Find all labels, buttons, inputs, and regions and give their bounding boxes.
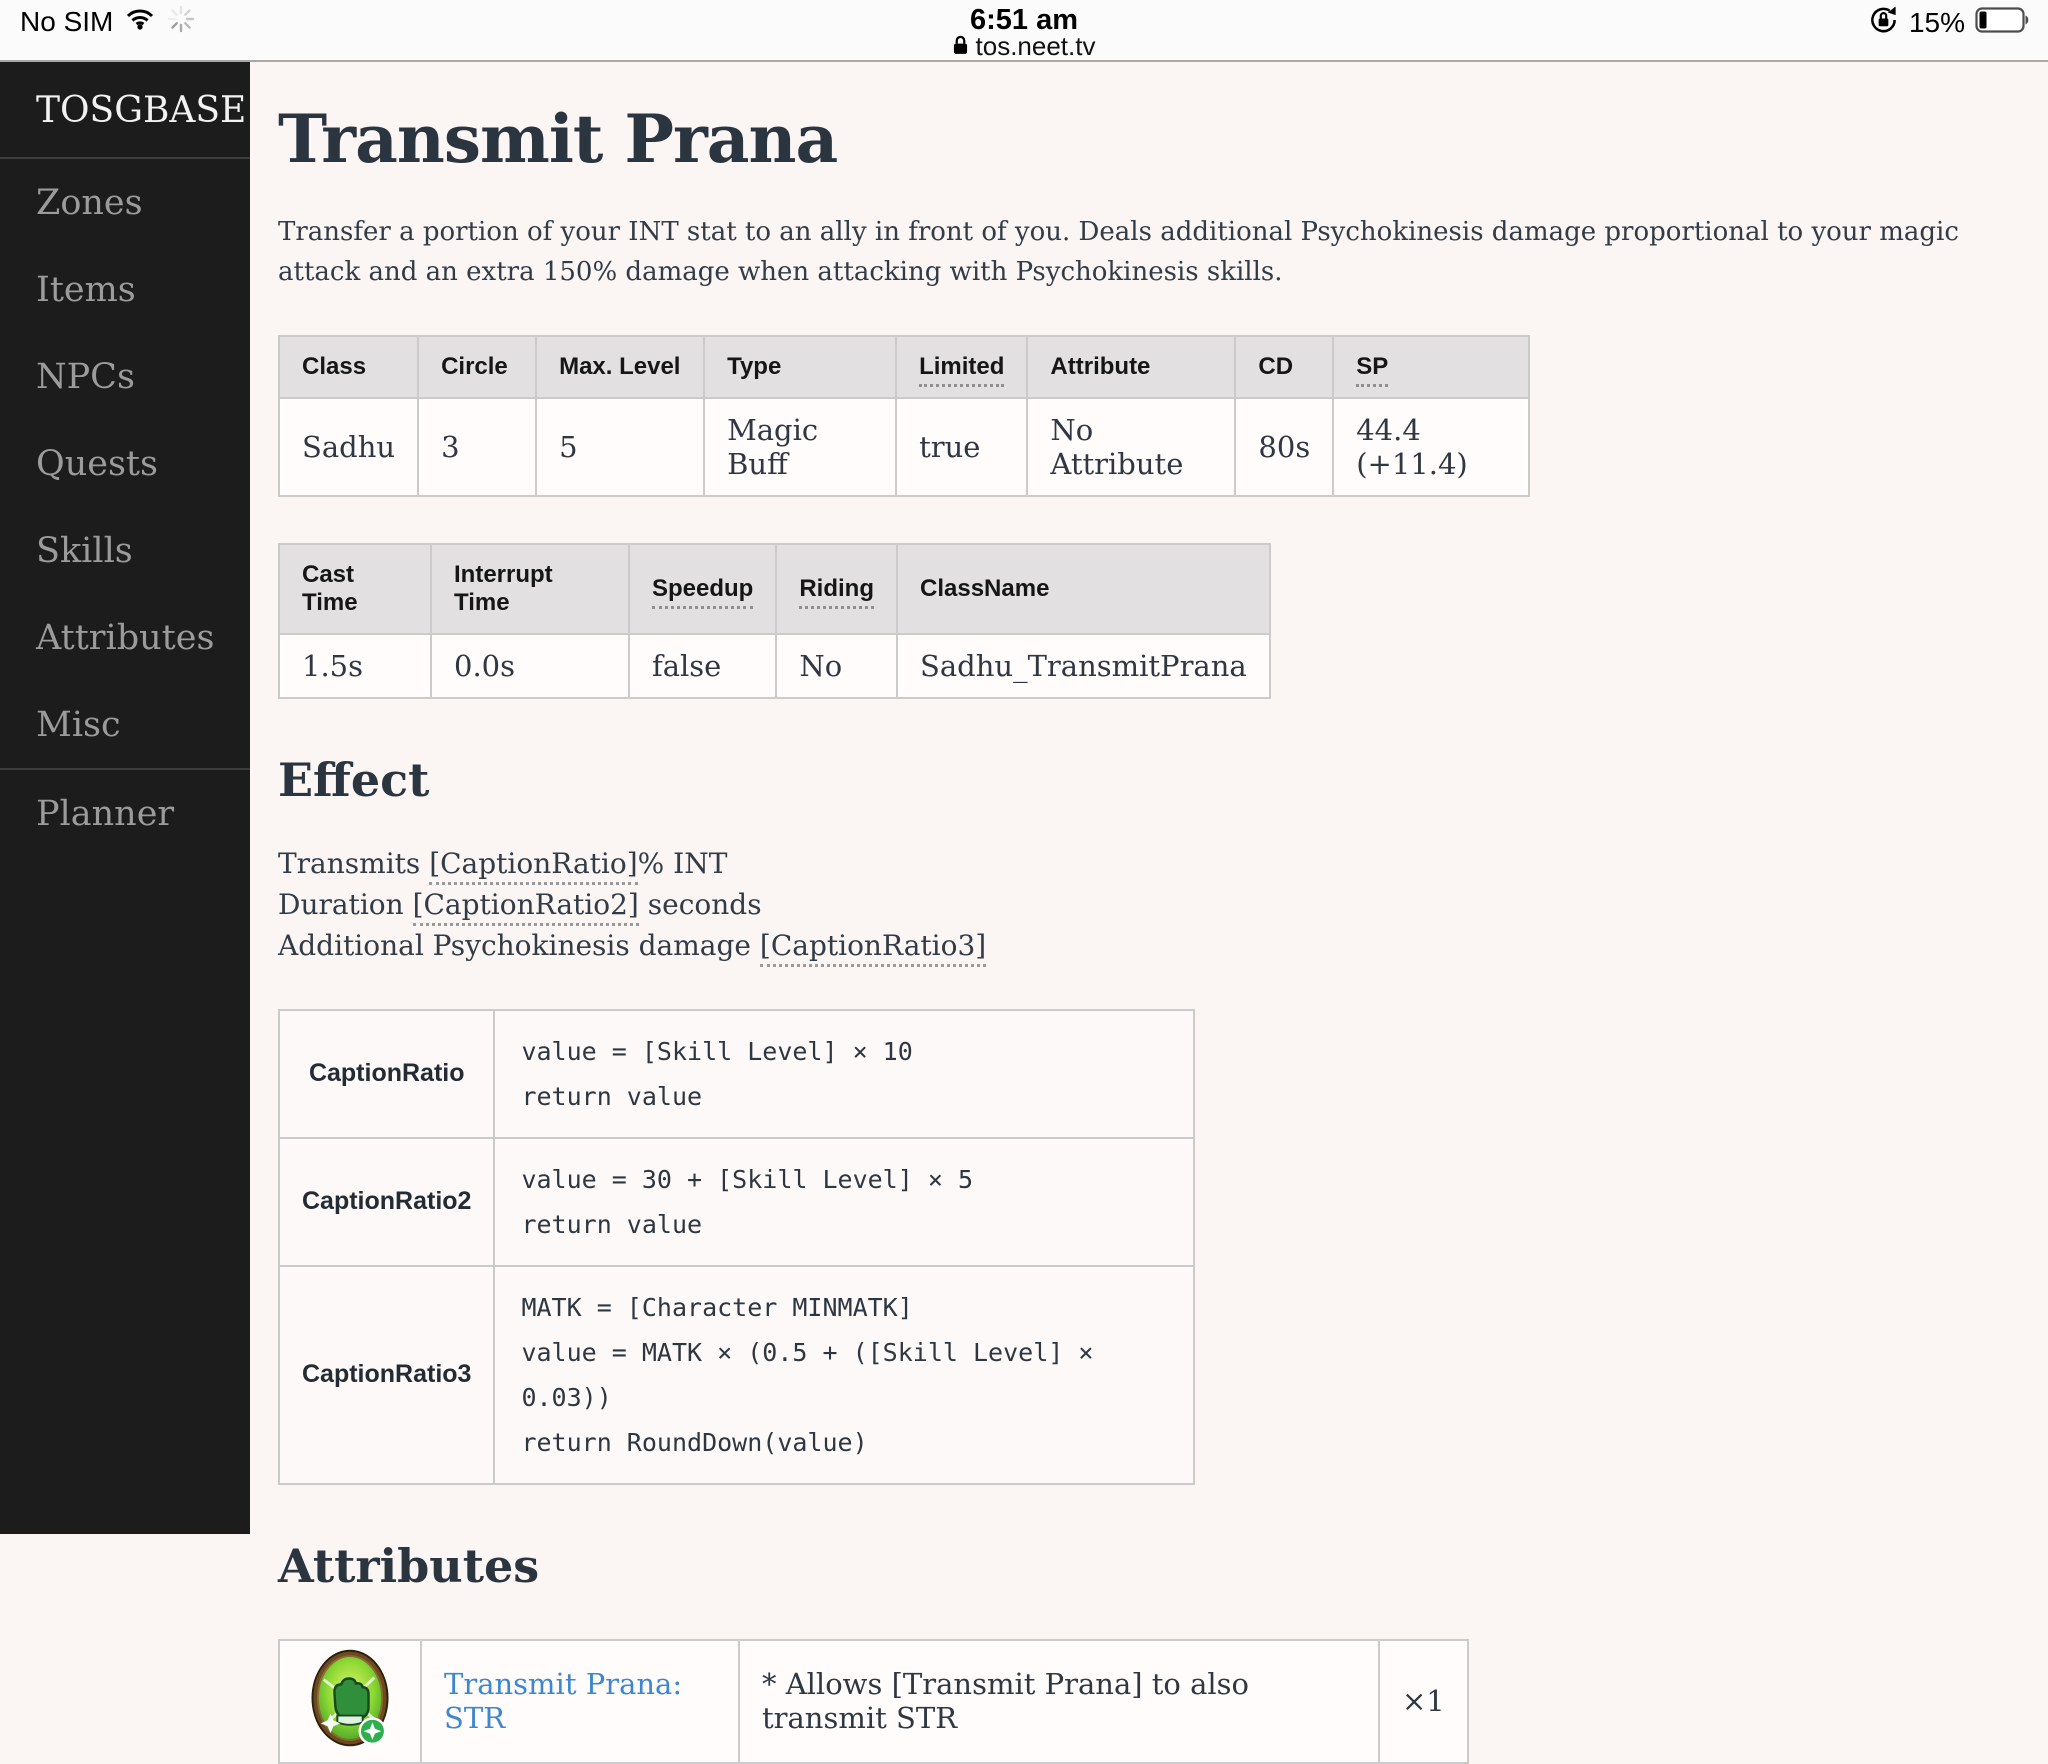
column-header-speedup: Speedup xyxy=(629,544,776,634)
clock-label: 6:51 am xyxy=(969,4,1079,36)
cell-classname: Sadhu_TransmitPrana xyxy=(897,634,1270,698)
formula-code: value = 30 + [Skill Level] × 5 return value xyxy=(494,1138,1194,1266)
sidebar-item-items[interactable]: Items xyxy=(36,269,136,310)
caption-ratio3-ref: [CaptionRatio3] xyxy=(760,929,986,967)
skill-info-table xyxy=(278,335,1530,497)
sidebar-item-npcs[interactable]: NPCs xyxy=(36,356,135,397)
formula-name: CaptionRatio3 xyxy=(279,1266,494,1484)
effect-description xyxy=(278,843,2048,967)
column-header-circle: Circle xyxy=(418,336,536,398)
column-header-cast-time: Cast Time xyxy=(279,544,431,634)
column-header-attribute: Attribute xyxy=(1027,336,1235,398)
attributes-heading: Attributes xyxy=(278,1538,540,1593)
sidebar-item-misc[interactable]: Misc xyxy=(36,704,121,745)
cell-speedup: false xyxy=(629,634,776,698)
lock-icon xyxy=(953,34,968,60)
formula-code: MATK = [Character MINMATK] value = MATK × (0.5 + ([Skill Level] × 0.03)) return RoundDown(value) xyxy=(494,1266,1194,1484)
attributes-table xyxy=(278,1639,1469,1764)
formula-name: CaptionRatio xyxy=(279,1010,494,1138)
column-header-limited: Limited xyxy=(896,336,1027,398)
formula-row xyxy=(279,1138,1194,1266)
effect-line: Transmits [CaptionRatio]% INT xyxy=(278,843,2048,884)
cell-attribute: No Attribute xyxy=(1027,398,1235,496)
table-row xyxy=(279,634,1270,698)
attribute-count-cell: ×1 xyxy=(1379,1640,1468,1763)
column-header-cd: CD xyxy=(1235,336,1333,398)
cell-cd: 80s xyxy=(1235,398,1333,496)
caption-ratio2-ref: [CaptionRatio2] xyxy=(413,888,639,926)
column-header-max-level: Max. Level xyxy=(536,336,704,398)
sidebar-item-planner[interactable]: Planner xyxy=(36,793,175,834)
column-header-class: Class xyxy=(279,336,418,398)
formula-name: CaptionRatio2 xyxy=(279,1138,494,1266)
effect-line: Additional Psychokinesis damage [CaptionRatio3] xyxy=(278,925,2048,966)
column-header-type: Type xyxy=(704,336,896,398)
table-header-row xyxy=(279,336,1529,398)
transmit-prana-str-skill-icon xyxy=(311,1720,389,1754)
attribute-icon-cell xyxy=(279,1640,421,1763)
sidebar-item-attributes[interactable]: Attributes xyxy=(36,617,215,658)
attribute-link[interactable]: Transmit Prana: STR xyxy=(444,1667,683,1736)
formula-code: value = [Skill Level] × 10 return value xyxy=(494,1010,1194,1138)
formula-row xyxy=(279,1010,1194,1138)
battery-percent-label: 15% xyxy=(1908,6,1965,38)
cell-sp: 44.4 (+11.4) xyxy=(1333,398,1529,496)
formula-row xyxy=(279,1266,1194,1484)
cell-type: Magic Buff xyxy=(704,398,896,496)
carrier-label: No SIM xyxy=(20,5,114,37)
cell-interrupt-time: 0.0s xyxy=(431,634,629,698)
main-content xyxy=(250,62,2048,1736)
attribute-description-cell: * Allows [Transmit Prana] to also transmit STR xyxy=(739,1640,1379,1763)
url-label: tos.neet.tv xyxy=(975,31,1096,61)
effect-line: Duration [CaptionRatio2] seconds xyxy=(278,884,2048,925)
column-header-sp: SP xyxy=(1333,336,1529,398)
cell-limited: true xyxy=(896,398,1027,496)
sidebar xyxy=(0,62,250,1534)
attribute-row xyxy=(279,1640,1468,1763)
page-title: Transmit Prana xyxy=(278,100,838,178)
table-row xyxy=(279,398,1529,496)
sidebar-brand-tosgbase[interactable]: TOSGBASE xyxy=(0,62,250,159)
cell-cast-time: 1.5s xyxy=(279,634,431,698)
sidebar-item-skills[interactable]: Skills xyxy=(36,530,133,571)
caption-ratio-ref: [CaptionRatio] xyxy=(429,847,637,885)
table-header-row xyxy=(279,544,1270,634)
address-bar[interactable] xyxy=(0,31,2048,62)
effect-heading: Effect xyxy=(278,752,430,807)
cell-class: Sadhu xyxy=(279,398,418,496)
cell-max-level: 5 xyxy=(536,398,704,496)
sidebar-item-quests[interactable]: Quests xyxy=(36,443,158,484)
column-header-riding: Riding xyxy=(776,544,897,634)
attribute-name-cell xyxy=(421,1640,739,1763)
cell-circle: 3 xyxy=(418,398,536,496)
column-header-classname: ClassName xyxy=(897,544,1270,634)
safari-chrome xyxy=(0,0,2048,62)
cast-info-table xyxy=(278,543,1271,699)
sidebar-item-zones[interactable]: Zones xyxy=(36,182,143,223)
skill-description: Transfer a portion of your INT stat to an ally in front of you. Deals additional Psychokinesis damage proportional to your magic attack and an extra 150% damage when attacking with Psychokinesis skills. xyxy=(278,217,1959,288)
cell-riding: No xyxy=(776,634,897,698)
formula-table xyxy=(278,1009,1195,1485)
column-header-interrupt-time: Interrupt Time xyxy=(431,544,629,634)
